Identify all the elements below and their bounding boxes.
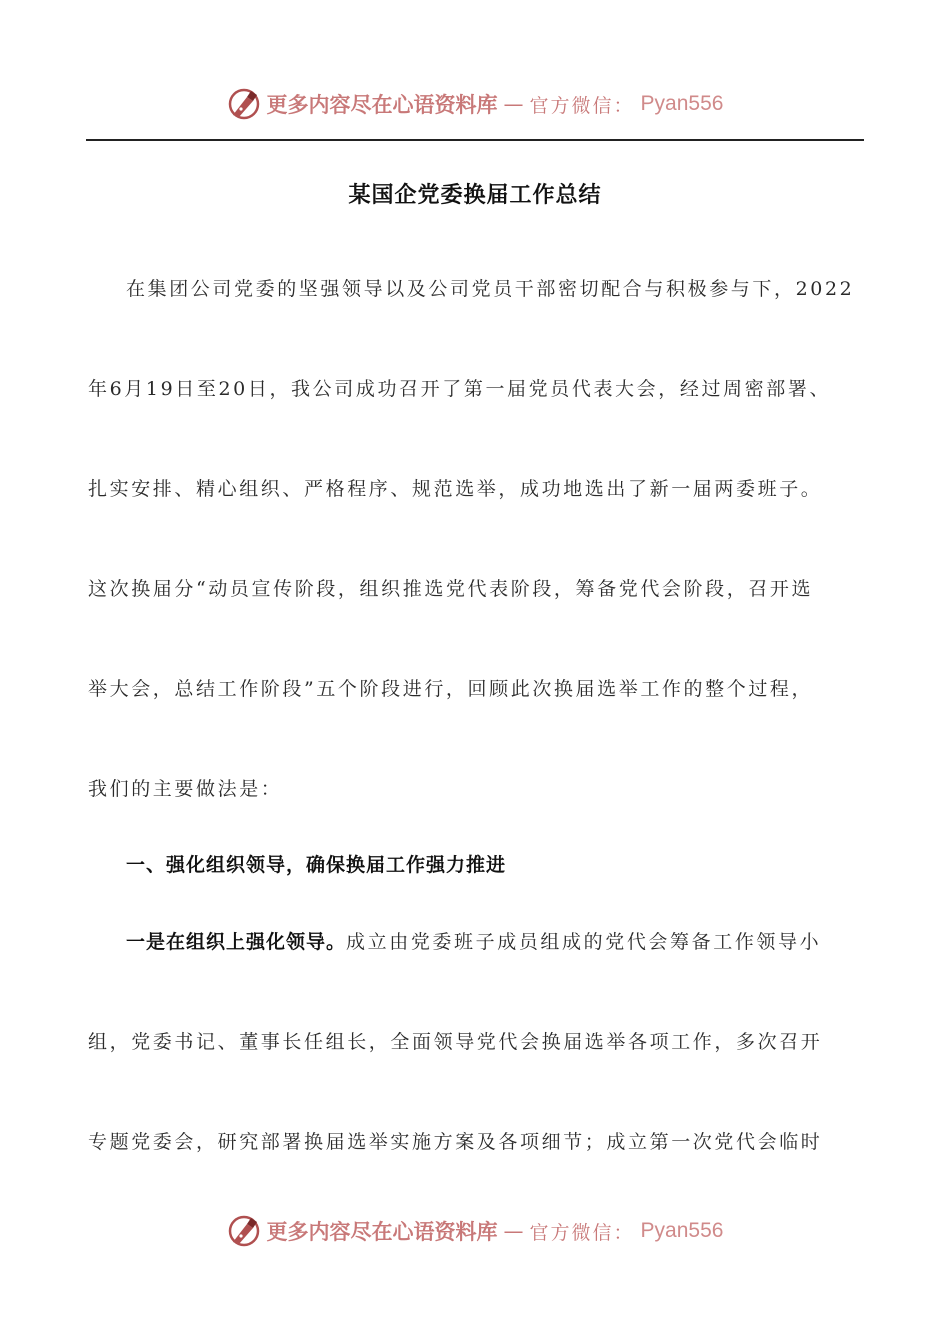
- banner-dash: —: [503, 1219, 524, 1243]
- banner-wechat-id: Pyan556: [640, 1219, 724, 1242]
- paragraph-line: 年6月19日至20日，我公司成功召开了第一届党员代表大会，经过周密部署、: [88, 378, 832, 400]
- paragraph-line: 举大会，总结工作阶段”五个阶段进行，回顾此次换届选举工作的整个过程，: [88, 678, 814, 700]
- header-divider: [86, 139, 864, 141]
- section-heading: 一、强化组织领导，确保换届工作强力推进: [126, 854, 507, 876]
- banner-wechat-label: 官方微信：: [529, 1221, 635, 1244]
- paragraph-line: 在集团公司党委的坚强领导以及公司党员干部密切配合与积极参与下，2022: [126, 278, 855, 300]
- banner-site-text: 更多内容尽在心语资料库: [266, 92, 498, 117]
- header-banner: [0, 84, 950, 124]
- banner-wechat-id: Pyan556: [640, 92, 724, 115]
- banner-site-text: 更多内容尽在心语资料库: [266, 1219, 498, 1244]
- paragraph-line: 我们的主要做法是：: [88, 778, 283, 800]
- document-title: 某国企党委换届工作总结: [348, 182, 602, 208]
- point-text: 成立由党委班子成员组成的党代会筹备工作领导小: [346, 931, 822, 953]
- banner-dash: —: [503, 92, 524, 116]
- paragraph-line: 这次换届分“动员宣传阶段，组织推选党代表阶段，筹备党代会阶段，召开选: [88, 578, 814, 600]
- paragraph-line: 组，党委书记、董事长任组长，全面领导党代会换届选举各项工作，多次召开: [88, 1031, 823, 1053]
- paragraph-line: 扎实安排、精心组织、严格程序、规范选举，成功地选出了新一届两委班子。: [88, 478, 823, 500]
- pen-nib-logo-icon: [227, 87, 261, 121]
- footer-banner: [0, 1211, 950, 1251]
- banner-wechat-label: 官方微信：: [529, 94, 635, 117]
- paragraph-line: 专题党委会，研究部署换届选举实施方案及各项细节；成立第一次党代会临时: [88, 1131, 823, 1153]
- point-lead: 一是在组织上强化领导。: [126, 931, 347, 953]
- pen-nib-logo-icon: [227, 1214, 261, 1248]
- paragraph-line: [126, 927, 866, 954]
